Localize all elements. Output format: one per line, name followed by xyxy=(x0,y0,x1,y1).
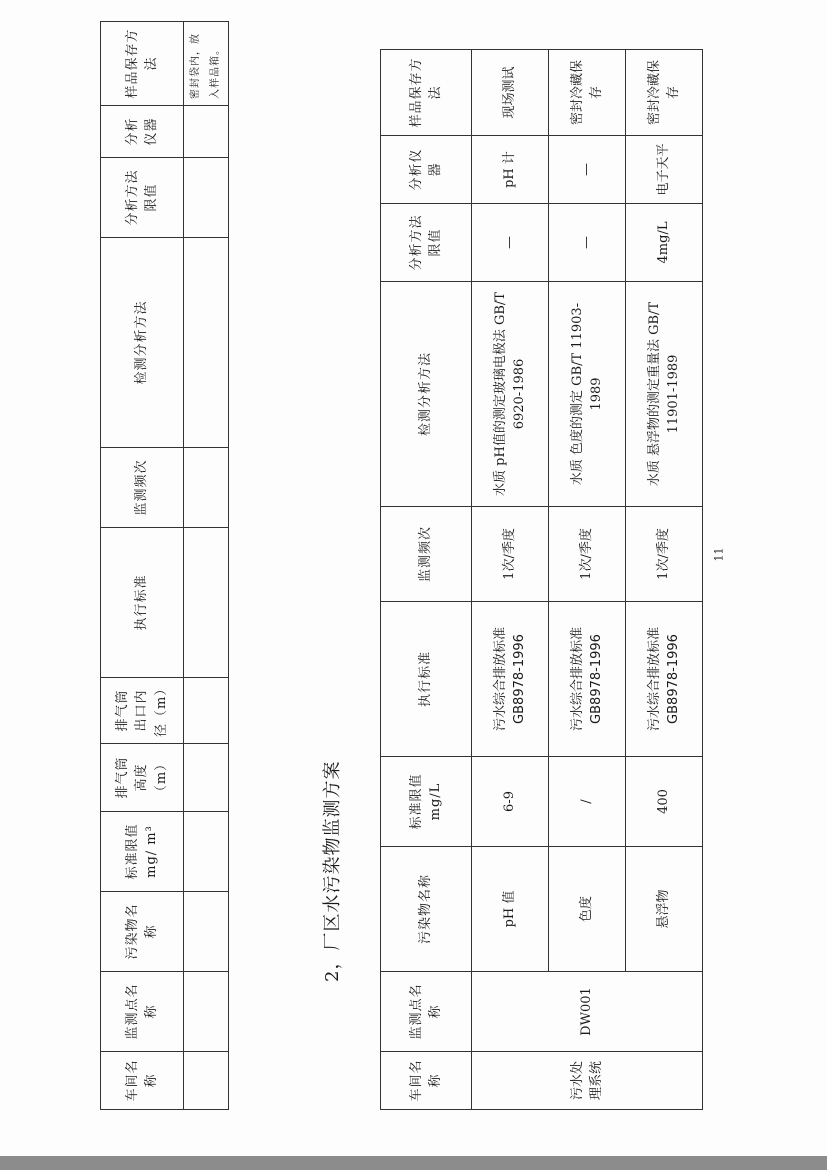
table-row xyxy=(184,22,229,1110)
storage-cell: 密封冷藏保存 xyxy=(549,50,626,136)
wastewater-monitoring-table xyxy=(380,49,703,1110)
header-pollutant: 污染物名称 xyxy=(381,847,472,972)
table-header-row xyxy=(101,22,184,1110)
limit-cell: 6-9 xyxy=(472,757,549,847)
limit-cell: / xyxy=(549,757,626,847)
rotated-content xyxy=(100,28,681,1110)
table-cell xyxy=(184,892,229,972)
pollutant-cell: 悬浮物 xyxy=(626,847,703,972)
table-header-row xyxy=(381,50,472,1110)
header-storage: 样品保存方法 xyxy=(381,50,472,136)
pollutant-cell: 色度 xyxy=(549,847,626,972)
table-cell xyxy=(184,238,229,448)
header-detection: 分析方法限值 xyxy=(381,204,472,282)
table-cell xyxy=(184,106,229,158)
frequency-cell: 1次/季度 xyxy=(549,507,626,602)
detection-cell: — xyxy=(472,204,549,282)
header-diameter: 排气筒出口内径（m） xyxy=(101,678,184,744)
storage-cell: 现场测试 xyxy=(472,50,549,136)
header-method: 检测分析方法 xyxy=(101,238,184,448)
method-cell: 水质 色度的测定 GB/T 11903-1989 xyxy=(549,282,626,507)
method-cell: 水质 悬浮物的测定重量法 GB/T 11901-1989 xyxy=(626,282,703,507)
storage-note: 密封袋内，放入样品箱。 xyxy=(184,22,229,106)
table-cell xyxy=(184,678,229,744)
instrument-cell: — xyxy=(549,136,626,204)
workshop-cell: 污水处理系统 xyxy=(472,1052,703,1110)
table-cell xyxy=(184,158,229,238)
standard-cell: 污水综合排放标准GB8978-1996 xyxy=(472,602,549,757)
detection-cell: 4mg/L xyxy=(626,204,703,282)
table-cell xyxy=(184,744,229,812)
table-cell xyxy=(184,1052,229,1110)
storage-cell: 密封冷藏保存 xyxy=(626,50,703,136)
instrument-cell: 电子天平 xyxy=(626,136,703,204)
table-row xyxy=(472,50,549,1110)
table-cell xyxy=(184,528,229,678)
section-title: 2，厂区水污染物监测方案 xyxy=(322,760,343,982)
method-cell: 水质 pH值的测定玻璃电极法 GB/T 6920-1986 xyxy=(472,282,549,507)
table-cell xyxy=(184,812,229,892)
table-cell xyxy=(184,448,229,528)
header-instrument: 分析仪器 xyxy=(381,136,472,204)
limit-cell: 400 xyxy=(626,757,703,847)
header-instrument: 分析仪器 xyxy=(101,106,184,158)
scan-edge xyxy=(0,1156,827,1170)
header-point: 监测点名称 xyxy=(381,972,472,1052)
point-cell: DW001 xyxy=(472,972,703,1052)
header-point: 监测点名称 xyxy=(101,972,184,1052)
table-cell xyxy=(184,972,229,1052)
header-method: 检测分析方法 xyxy=(381,282,472,507)
standard-cell: 污水综合排放标准GB8978-1996 xyxy=(549,602,626,757)
header-workshop: 车间名称 xyxy=(101,1052,184,1110)
header-standard: 执行标准 xyxy=(381,602,472,757)
header-workshop: 车间名称 xyxy=(381,1052,472,1110)
header-frequency: 监测频次 xyxy=(381,507,472,602)
header-frequency: 监测频次 xyxy=(101,448,184,528)
pollutant-cell: pH 值 xyxy=(472,847,549,972)
table-row xyxy=(549,50,626,1110)
header-storage: 样品保存方法 xyxy=(101,22,184,106)
header-pollutant: 污染物名称 xyxy=(101,892,184,972)
standard-cell: 污水综合排放标准GB8978-1996 xyxy=(626,602,703,757)
header-limit: 标准限值 mg/L xyxy=(381,757,472,847)
frequency-cell: 1次/季度 xyxy=(626,507,703,602)
detection-cell: — xyxy=(549,204,626,282)
header-standard: 执行标准 xyxy=(101,528,184,678)
instrument-cell: pH 计 xyxy=(472,136,549,204)
exhaust-monitoring-table xyxy=(100,21,229,1110)
frequency-cell: 1次/季度 xyxy=(472,507,549,602)
header-limit: 标准限值 mg/ m³ xyxy=(101,812,184,892)
page-number: 11 xyxy=(712,547,726,562)
header-detection: 分析方法限值 xyxy=(101,158,184,238)
table-row xyxy=(626,50,703,1110)
header-height: 排气筒高度（m） xyxy=(101,744,184,812)
